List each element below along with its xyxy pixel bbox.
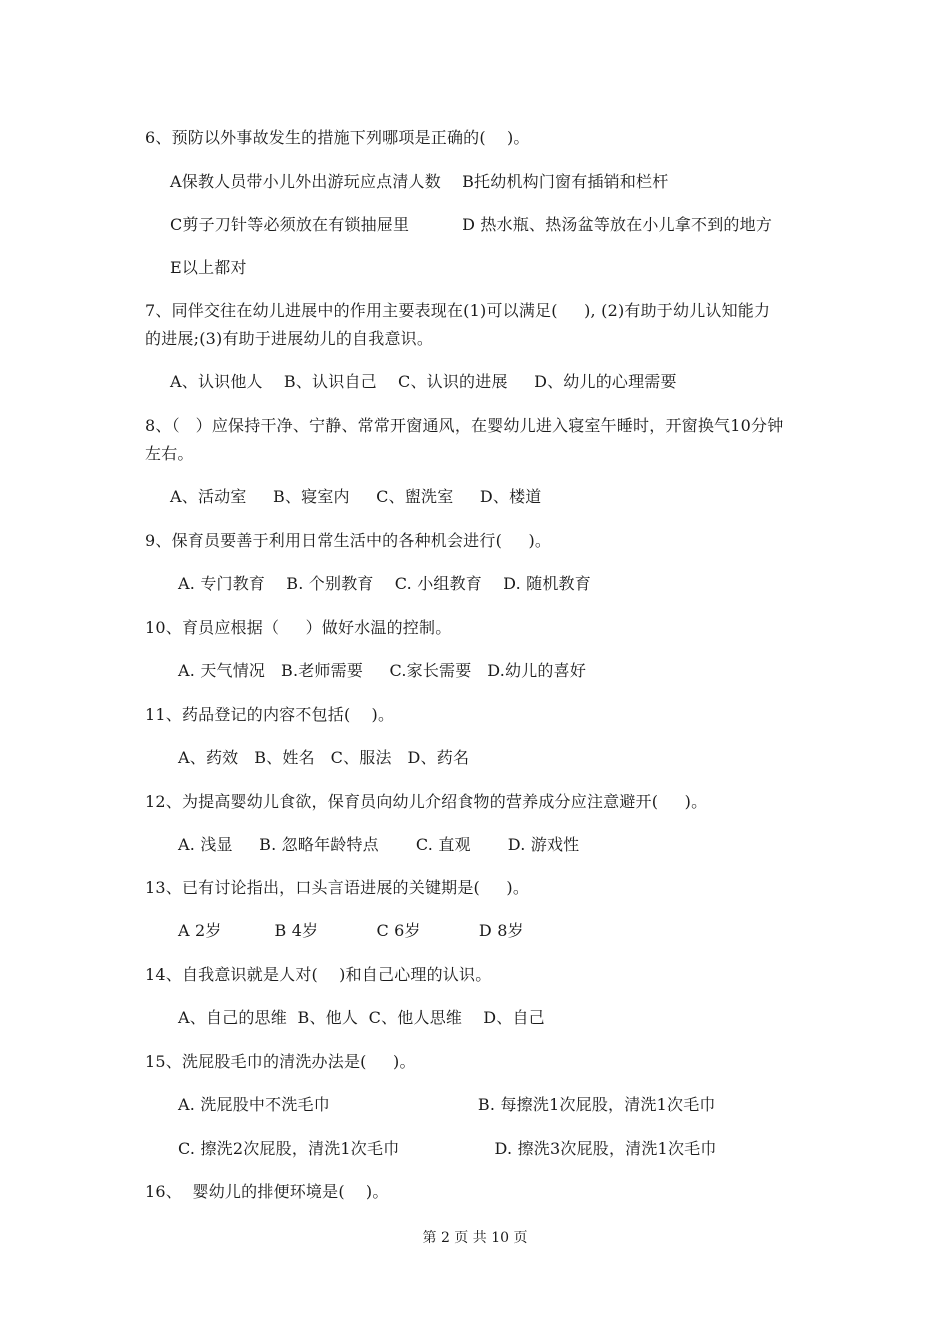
option-line: C剪子刀针等必须放在有锁抽屉里 D 热水瓶、热汤盆等放在小儿拿不到的地方 [170, 215, 773, 234]
option-line: A、认识他人 B、认识自己 C、认识的进展 D、幼儿的心理需要 [170, 372, 677, 391]
question-13: 13、已有讨论指出，口头言语进展的关键期是( )。 [145, 878, 530, 897]
question-11: 11、药品登记的内容不包括( )。 [145, 705, 395, 724]
option-line: A保教人员带小儿外出游玩应点清人数 B托幼机构门窗有插销和栏杆 [170, 172, 669, 191]
option-line: E以上都对 [170, 258, 247, 277]
question-10: 10、育员应根据（ ）做好水温的控制。 [145, 618, 452, 637]
question-14: 14、自我意识就是人对( )和自己心理的认识。 [145, 965, 492, 984]
option-line: A、药效 B、姓名 C、服法 D、药名 [178, 748, 470, 767]
option-line: A 2岁 B 4岁 C 6岁 D 8岁 [178, 921, 524, 940]
option-line: A. 浅显 B. 忽略年龄特点 C. 直观 D. 游戏性 [178, 835, 580, 854]
question-7-cont: 的进展;(3)有助于进展幼儿的自我意识。 [145, 329, 434, 348]
page-footer: 第 2 页 共 10 页 [422, 1230, 528, 1246]
question-8-cont: 左右。 [145, 444, 194, 463]
question-7: 7、同伴交往在幼儿进展中的作用主要表现在(1)可以满足( ), (2)有助于幼儿认知能力 [145, 301, 771, 320]
question-6: 6、预防以外事故发生的措施下列哪项是正确的( )。 [145, 128, 530, 147]
question-8: 8、（ ）应保持干净、宁静、常常开窗通风，在婴幼儿进入寝室午睡时，开窗换气10分钟 [145, 416, 784, 435]
question-12: 12、为提高婴幼儿食欲，保育员向幼儿介绍食物的营养成分应注意避开( )。 [145, 792, 708, 811]
option-line: A. 洗屁股中不洗毛巾 B. 每擦洗1次屁股，清洗1次毛巾 [178, 1095, 716, 1114]
option-line: A、活动室 B、寝室内 C、盥洗室 D、楼道 [170, 487, 542, 506]
option-line: A、自己的思维 B、他人 C、他人思维 D、自己 [178, 1008, 545, 1027]
option-line: C. 擦洗2次屁股，清洗1次毛巾 D. 擦洗3次屁股，清洗1次毛巾 [178, 1139, 717, 1158]
option-line: A. 天气情况 B.老师需要 C.家长需要 D.幼儿的喜好 [178, 661, 587, 680]
question-16: 16、 婴幼儿的排便环境是( )。 [145, 1182, 389, 1201]
question-15: 15、洗屁股毛巾的清洗办法是( )。 [145, 1052, 416, 1071]
question-9: 9、保育员要善于利用日常生活中的各种机会进行( )。 [145, 531, 552, 550]
option-line: A. 专门教育 B. 个别教育 C. 小组教育 D. 随机教育 [178, 574, 591, 593]
